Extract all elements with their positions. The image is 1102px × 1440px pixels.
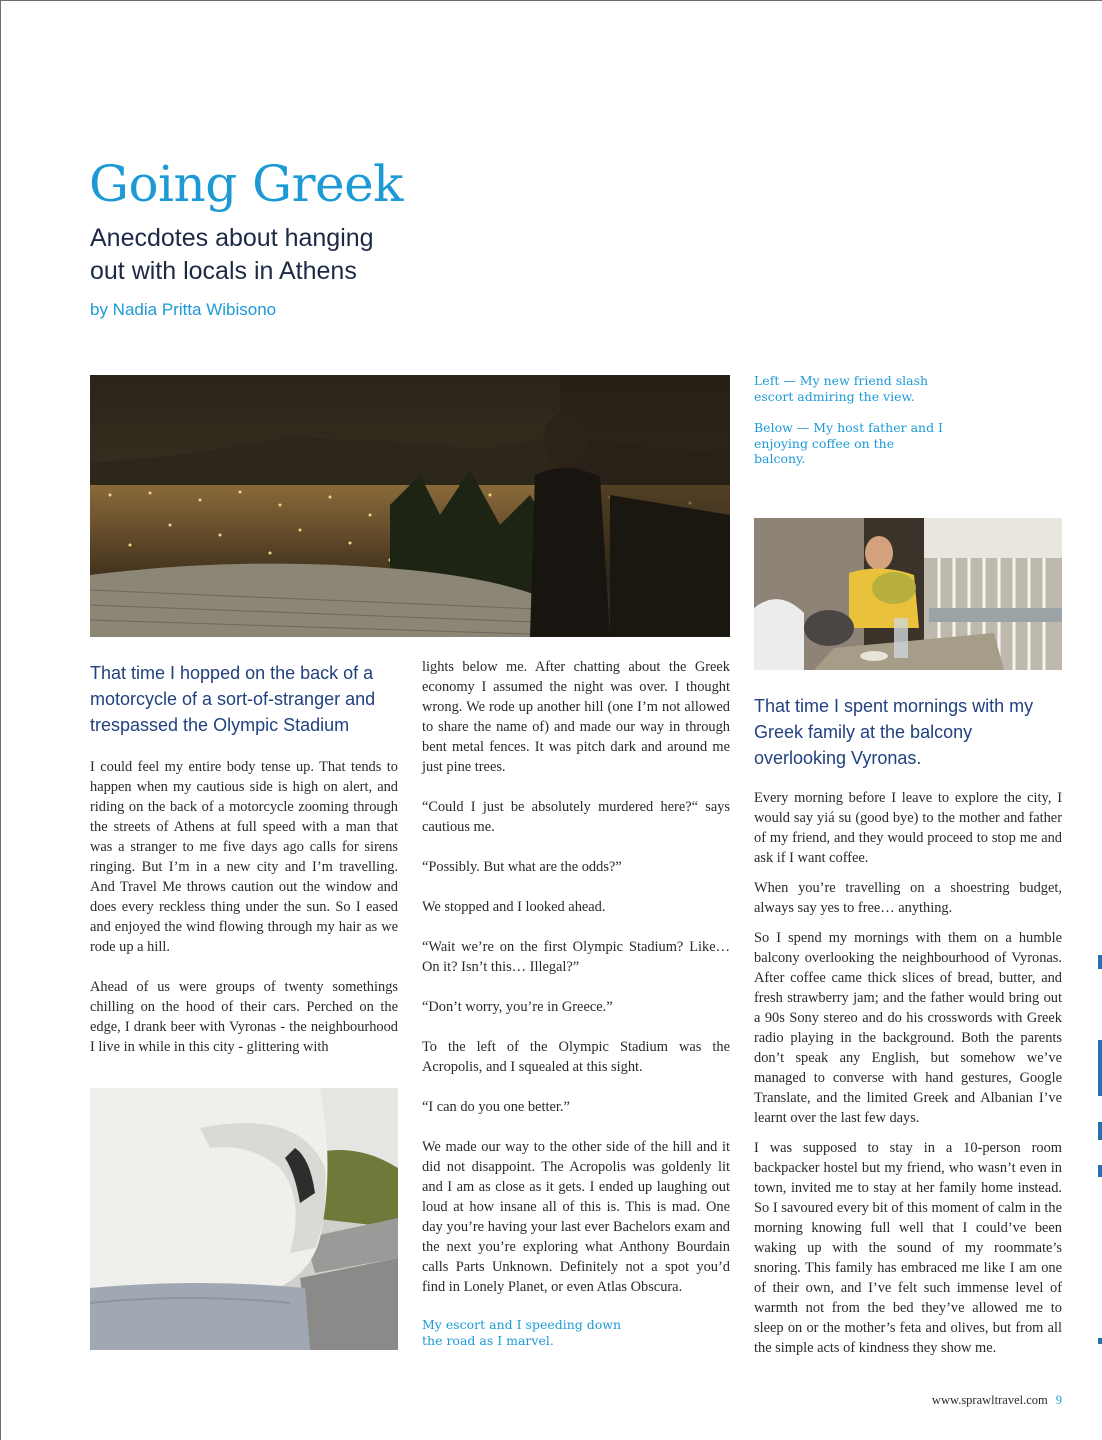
body-paragraph: We stopped and I looked ahead. [422, 899, 606, 915]
motorcycle-ride-photo [90, 1088, 398, 1350]
edge-mark [1098, 1165, 1102, 1177]
section-one-column-1 [90, 757, 398, 1077]
article-title: Going Greek [89, 155, 403, 213]
body-paragraph: “Possibly. But what are the odds?” [422, 859, 622, 875]
page-footer [932, 1393, 1062, 1408]
body-paragraph: We made our way to the other side of the hill and it did not disappoint. The Acropolis was goldenly lit and I am as close as it gets. I ended up laughing out loud at how insane all of this is. This is mad. One day you’re having your last ever Bachelors exam and the next you’re exploring what Anthony Bourdain calls Parts Unknown. Definitely not a spot you’d find in Lonely Planet, or even Atlas Obscura. [422, 1139, 730, 1295]
edge-mark [1098, 1040, 1102, 1096]
edge-mark [1098, 1338, 1102, 1344]
body-paragraph: Ahead of us were groups of twenty somethings chilling on the hood of their cars. Perched on the edge, I drank beer with Vyronas - the neighbourhood I live in while in this city - glittering with [90, 979, 398, 1055]
article-byline: by Nadia Pritta Wibisono [90, 300, 277, 319]
section-two-column [754, 788, 1062, 1358]
body-paragraph: “Don’t worry, you’re in Greece.” [422, 999, 613, 1015]
balcony-photo [754, 518, 1062, 670]
page-border-top [0, 0, 1102, 1]
caption-left-photo: Left — My new friend slash escort admiring the view. [754, 373, 929, 404]
body-paragraph: “Could I just be absolutely murdered here?“ says cautious me. [422, 799, 730, 835]
body-paragraph: Every morning before I leave to explore the city, I would say yiá su (good bye) to the mother and father of my friend, and they would proceed to stop me and ask if I want coffee. [754, 790, 1062, 866]
page-number: 9 [1055, 1393, 1062, 1407]
night-city-photo [90, 375, 730, 637]
caption-below-photo: Below — My host father and I enjoying coffee on the balcony. [754, 420, 943, 466]
body-paragraph: So I spend my mornings with them on a humble balcony overlooking the neighbourhood of Vyronas. After coffee came thick slices of bread, butter, and fresh strawberry jam; and the father would bring out a 90s Sony stereo and do his crosswords with Greek radio playing in the background. Both the parents don’t speak any English, but somehow we’ve managed to converse with hand gestures, Google Translate, and the limited Greek and Albanian I’ve learnt over the last few days. [754, 930, 1062, 1126]
body-paragraph: “I can do you one better.” [422, 1099, 570, 1115]
body-paragraph: When you’re travelling on a shoestring budget, always say yes to free… anything. [754, 880, 1062, 916]
website-url: www.sprawltravel.com [931, 1393, 1048, 1407]
edge-mark [1098, 955, 1102, 969]
caption-motorcycle-photo: My escort and I speeding down the road as I marvel. [422, 1317, 622, 1348]
body-paragraph: To the left of the Olympic Stadium was the Acropolis, and I squealed at this sight. [422, 1039, 730, 1075]
section-one-heading: That time I hopped on the back of a motorcycle of a sort-of-stranger and trespassed the Olympic Stadium [90, 663, 376, 735]
body-paragraph: I could feel my entire body tense up. That tends to happen when my cautious side is high on alert, and riding on the back of a motorcycle zooming through the streets of Athens at full speed with a man that was a stranger to me five days ago calls for sirens ringing. But I’m in a new city and I’m travelling. And Travel Me throws caution out the window and does every reckless thing under the sun. So I eased and enjoyed the wind flowing through my hair as we rode up a hill. [90, 759, 398, 955]
page-border-left [0, 0, 1, 1440]
body-paragraph: lights below me. After chatting about the Greek economy I assumed the night was over. I thought wrong. We rode up another hill (one I’m not allowed to share the name of) and made our way in through bent metal fences. It was pitch dark and around me just pine trees. [422, 659, 730, 775]
body-paragraph: I was supposed to stay in a 10-person room backpacker hostel but my friend, who wasn’t even in town, invited me to stay at her family home instead. So I savoured every bit of this moment of calm in the morning knowing full well that I could’ve been waking up with the sound of my roommate’s snoring. This family has embraced me like I am one of their own, and I’ve felt such immense level of warmth not from the bed they’ve allowed me to sleep on or the mother’s feta and olives, but from all the simple acts of kindness they show me. [754, 1140, 1062, 1356]
edge-mark [1098, 1122, 1102, 1140]
article-subtitle: Anecdotes about hanging out with locals in Athens [90, 224, 374, 285]
section-one-column-2 [422, 657, 730, 1297]
body-paragraph: “Wait we’re on the first Olympic Stadium? Like… On it? Isn’t this… Illegal?” [422, 939, 730, 975]
section-two-heading: That time I spent mornings with my Greek family at the balcony overlooking Vyronas. [754, 696, 1034, 768]
